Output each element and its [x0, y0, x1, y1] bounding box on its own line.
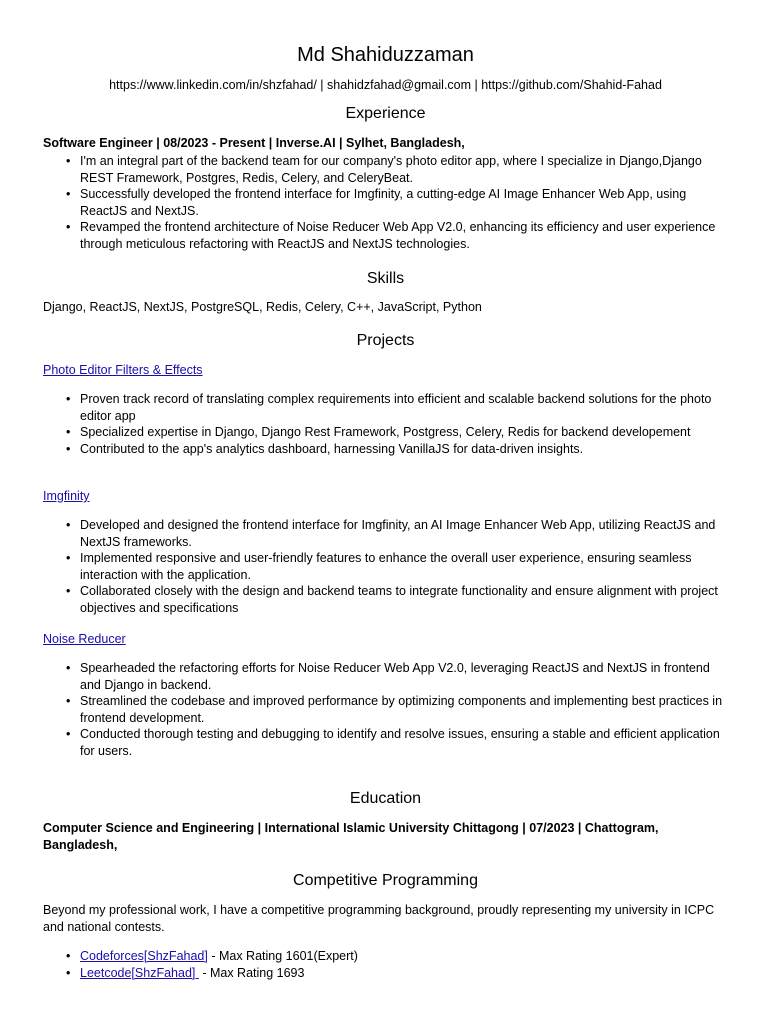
- resume-name: Md Shahiduzzaman: [297, 44, 474, 66]
- list-item: [80, 965, 728, 982]
- leetcode-rating: - Max Rating 1693: [198, 965, 305, 980]
- project-link-photo-editor[interactable]: Photo Editor Filters & Effects: [43, 363, 203, 377]
- codeforces-link[interactable]: Codeforces[ShzFahad]: [80, 949, 208, 963]
- competitive-links: [43, 948, 728, 981]
- competitive-heading: Competitive Programming: [293, 872, 478, 889]
- list-item: • Spearheaded the refactoring efforts for Noise Reducer Web App V2.0, leveraging ReactJS and NextJS in frontend and Django in backend.: [80, 660, 728, 693]
- skills-heading: Skills: [366, 270, 405, 287]
- list-item: • Revamped the frontend architecture of Noise Reducer Web App V2.0, enhancing its efficiency and user experience through meticulous refactoring with ReactJS and NextJS technologies.: [80, 219, 728, 252]
- education-text: Computer Science and Engineering | International Islamic University Chittagong | 07/2023 | Chattogram, Bangladesh,: [43, 821, 659, 852]
- competitive-text: Beyond my professional work, I have a competitive programming background, proudly representing my university in ICPC and national contests.: [43, 903, 715, 934]
- leetcode-link[interactable]: Leetcode[ShzFahad]: [80, 965, 199, 980]
- list-item: • Specialized expertise in Django, Django Rest Framework, Postgress, Celery, Redis for backend developement: [80, 424, 728, 441]
- list-item: • Conducted thorough testing and debugging to identify and resolve issues, ensuring a stable and efficient application for users.: [80, 726, 728, 759]
- experience-bullets: [43, 153, 728, 252]
- list-item: • Collaborated closely with the design and backend teams to integrate functionality and ensure alignment with project objectives and specifications: [80, 583, 728, 616]
- project-bullets: [43, 517, 728, 616]
- project-bullets: [43, 391, 728, 457]
- skills-text: Django, ReactJS, NextJS, PostgreSQL, Redis, Celery, C++, JavaScript, Python: [43, 300, 482, 314]
- list-item: • I'm an integral part of the backend team for our company's photo editor app, where I specialize in Django,Django REST Framework, Postgres, Redis, Celery, and CeleryBeat.: [80, 153, 728, 186]
- experience-role: Software Engineer | 08/2023 - Present | Inverse.AI | Sylhet, Bangladesh,: [43, 136, 465, 150]
- list-item: • Proven track record of translating complex requirements into efficient and scalable backend solutions for the photo editor app: [80, 391, 728, 424]
- project-link-noise-reducer[interactable]: Noise Reducer: [43, 632, 126, 646]
- project-link-imgfinity[interactable]: Imgfinity: [43, 489, 90, 503]
- projects-heading: Projects: [356, 332, 415, 349]
- education-heading: Education: [349, 790, 422, 807]
- list-item: [80, 948, 728, 965]
- list-item: • Developed and designed the frontend interface for Imgfinity, an AI Image Enhancer Web App, utilizing ReactJS and NextJS frameworks.: [80, 517, 728, 550]
- list-item: • Contributed to the app's analytics dashboard, harnessing VanillaJS for data-driven insights.: [80, 441, 728, 458]
- project-bullets: [43, 660, 728, 759]
- list-item: • Streamlined the codebase and improved performance by optimizing components and implementing best practices in frontend development.: [80, 693, 728, 726]
- list-item: • Implemented responsive and user-friendly features to enhance the overall user experience, ensuring seamless interaction with the application.: [80, 550, 728, 583]
- experience-heading: Experience: [345, 105, 426, 122]
- contact-line: https://www.linkedin.com/in/shzfahad/ | shahidzfahad@gmail.com | https://github.com/Shahid-Fahad: [109, 78, 662, 92]
- list-item: • Successfully developed the frontend interface for Imgfinity, a cutting-edge AI Image Enhancer Web App, using ReactJS and NextJS.: [80, 186, 728, 219]
- codeforces-rating: - Max Rating 1601(Expert): [207, 949, 358, 963]
